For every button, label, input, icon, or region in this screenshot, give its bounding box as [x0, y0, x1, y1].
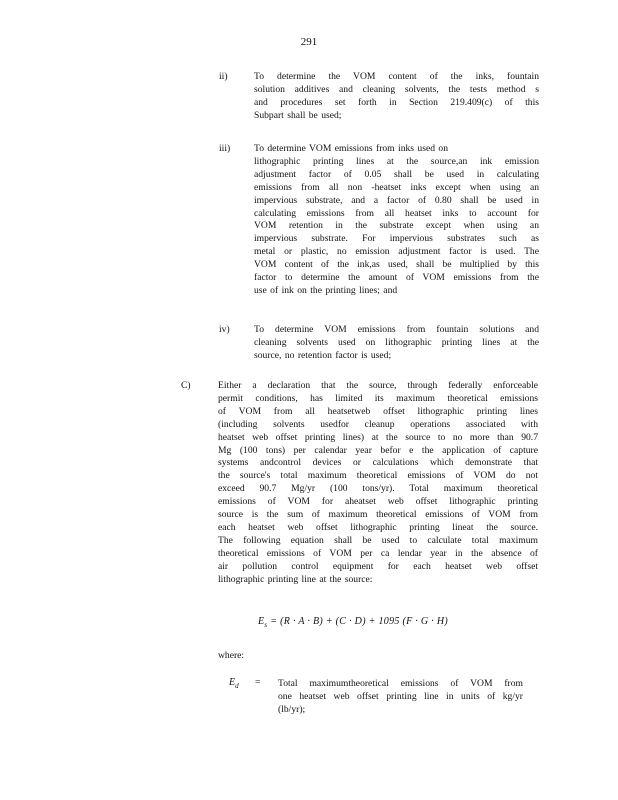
definition-symbol-subscript: d — [235, 682, 239, 690]
text-line: adjustment factor of 0.05 shall be used in calculating — [254, 168, 539, 180]
text-line: impervious substrate, and a factor of 0.80 shall be used in — [254, 194, 539, 206]
text-line: calculating emissions from all heatset inks to account for — [254, 207, 539, 219]
text-line: emissions from all non -heatset inks except when using an — [254, 181, 539, 193]
text-line: cleaning solvents used on lithographic printing lines at the — [254, 336, 539, 348]
definition-text — [278, 677, 523, 716]
text-line: each heatset web offset lithographic printing lineat the source. — [218, 521, 538, 533]
text-line: To determine VOM emissions from inks used on — [254, 143, 449, 154]
text-line: The following equation shall be used to calculate total maximum — [218, 534, 538, 546]
equation — [258, 616, 448, 629]
text-line: factor to determine the amount of VOM emissions from the — [254, 272, 539, 284]
text-line: source, no retention factor is used; — [254, 349, 392, 361]
text-line: metal or plastic, no emission adjustment factor is used. The — [254, 246, 539, 258]
text-line: solution additives and cleaning solvents, the tests method s — [254, 83, 539, 95]
text-line: Total maximumtheoretical emissions of VOM from — [278, 678, 523, 689]
text-line: VOM content of the ink,as used, shall be multiplied by this — [254, 259, 539, 271]
text-line: impervious substrate. For impervious substrates such as — [254, 233, 539, 245]
definition-symbol — [229, 677, 239, 690]
text-line: lithographic printing line at the source: — [218, 573, 373, 585]
definition-equals: = — [255, 677, 261, 688]
item-text-ii — [254, 71, 539, 123]
text-line: source is the sum of maximum theoretical emissions of VOM from — [218, 509, 538, 521]
text-line: systems andcontrol devices or calculations which demonstrate that — [218, 457, 538, 469]
equation-lhs-subscript: s — [264, 621, 268, 629]
item-label-ii: ii) — [219, 71, 228, 82]
text-line: Mg (100 tons) per calendar year befor e the application of capture — [218, 444, 538, 456]
text-line: theoretical emissions of VOM per ca lendar year in the absence of — [218, 547, 538, 559]
text-line: permit conditions, has limited its maximum theoretical emissions — [218, 392, 538, 404]
text-line: one heatset web offset printing line in units of kg/yr — [278, 691, 523, 702]
text-line: emissions of VOM for aheatset web offset lithographic printing — [218, 496, 538, 508]
page-number: 291 — [300, 36, 318, 48]
item-text-iv — [254, 324, 539, 363]
text-line: To determine the VOM content of the inks, fountain — [254, 71, 539, 82]
text-line: and procedures set forth in Section 219.409(c) of this — [254, 96, 539, 108]
text-line: Either a declaration that the source, through federally enforceable — [218, 380, 538, 391]
where-label: where: — [218, 650, 245, 661]
text-line: VOM retention in the substrate except when using an — [254, 220, 539, 232]
item-label-c: C) — [181, 380, 191, 391]
equation-lhs: E — [258, 616, 265, 627]
text-line: the source's total maximum theoretical emissions of VOM do not — [218, 470, 538, 482]
text-line: air pollution control equipment for each heatset web offset — [218, 560, 538, 572]
item-text-c — [218, 380, 538, 587]
item-label-iii: iii) — [219, 143, 231, 154]
text-line: use of ink on the printing lines; and — [254, 284, 398, 296]
text-line: heatset web offset printing lines) at the source to no more than 90.7 — [218, 431, 538, 443]
definition-symbol-letter: E — [229, 677, 236, 688]
text-line: lithographic printing lines at the source,an ink emission — [254, 155, 539, 167]
equation-rhs: = (R · A · B) + (C · D) + 1095 (F · G · H) — [267, 616, 448, 627]
item-label-iv: iv) — [219, 324, 230, 335]
text-line: of VOM from all heatsetweb offset lithographic printing lines — [218, 405, 538, 417]
text-line: (lb/yr); — [278, 704, 306, 715]
text-line: To determine VOM emissions from fountain solutions and — [254, 324, 539, 335]
text-line: Subpart shall be used; — [254, 109, 342, 121]
item-text-iii — [254, 143, 539, 298]
text-line: (including solvents usedfor cleanup operations associated with — [218, 418, 538, 430]
text-line: exceed 90.7 Mg/yr (100 tons/yr). Total maximum theoretical — [218, 483, 538, 495]
